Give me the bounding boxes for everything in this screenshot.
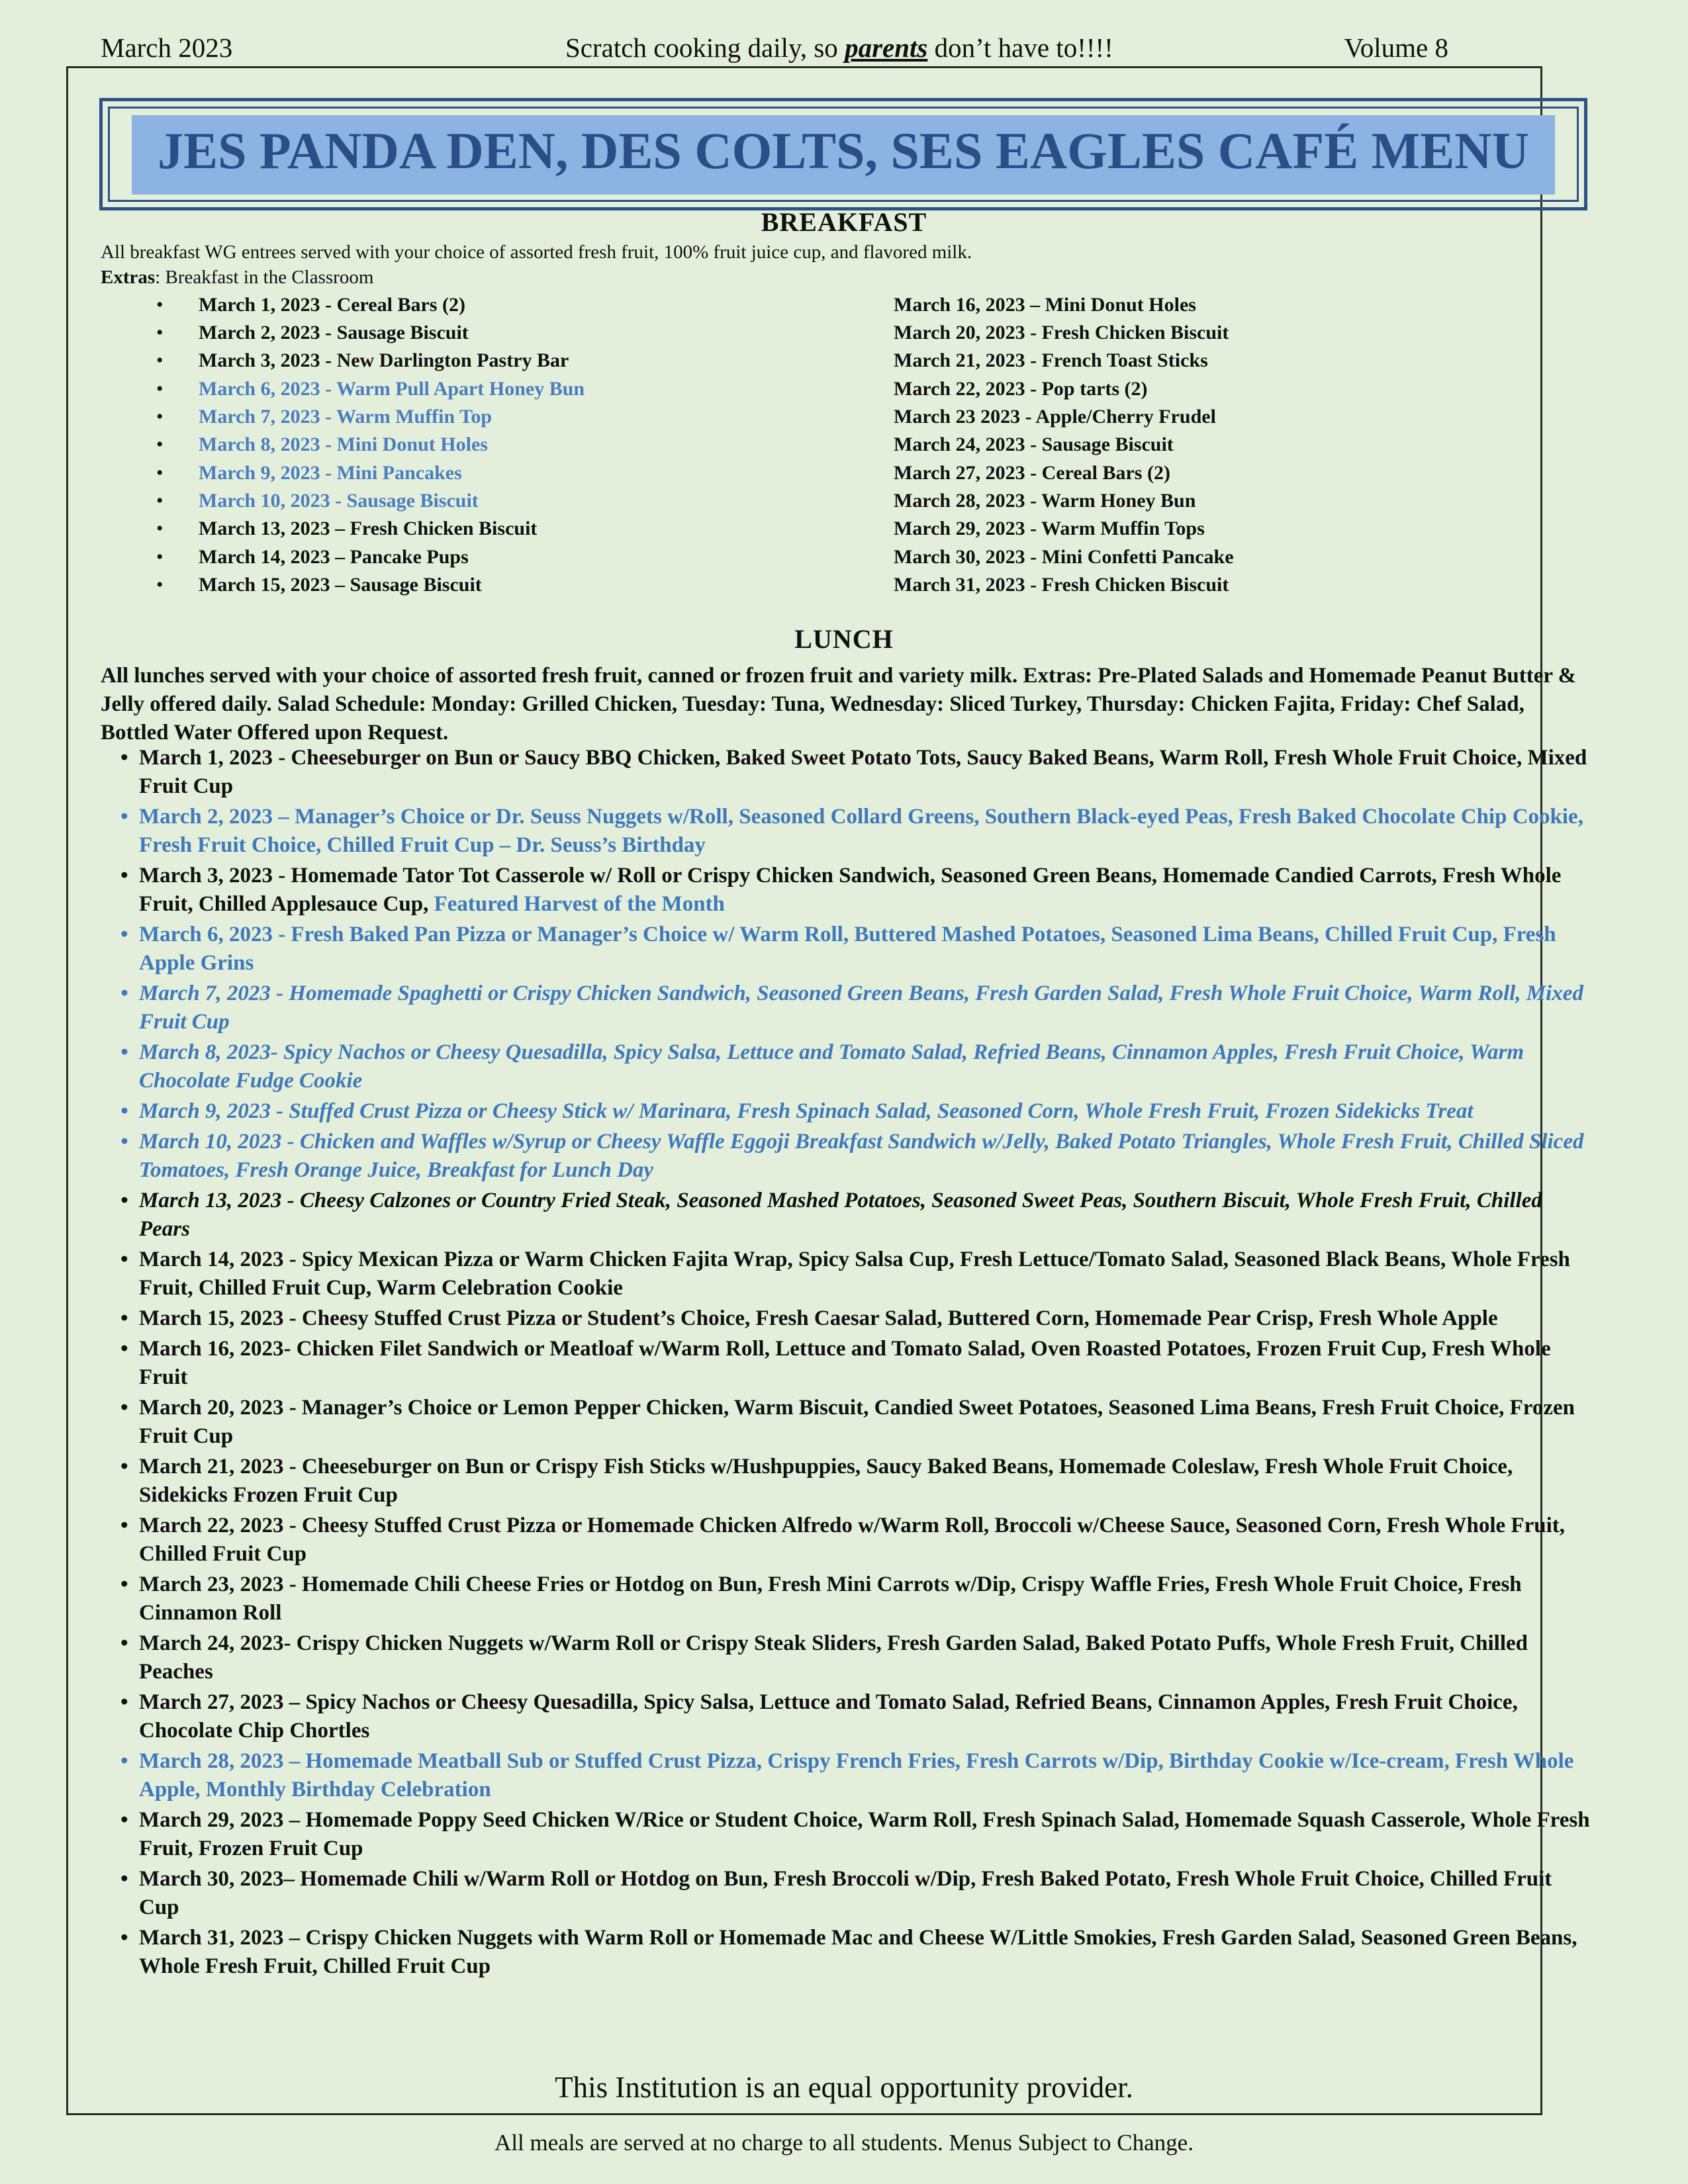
lunch-item-text: March 28, 2023 – Homemade Meatball Sub or Stuffed Crust Pizza, Crispy French Fries, Fresh Carrots w/Dip, Birthday Cookie w/Ice-cream, Fresh Whole Apple, Monthly Birthday Celebration — [139, 1749, 1574, 1801]
bullet-icon: • — [156, 349, 164, 371]
slogan-end: don’t have to!!!! — [927, 32, 1113, 63]
breakfast-item-highlighted: March 10, 2023 - Sausage Biscuit — [199, 490, 479, 512]
bullet-icon: • — [120, 1867, 128, 1891]
bullet-icon: • — [156, 322, 164, 343]
bullet-icon: • — [120, 1690, 128, 1714]
lunch-item-text: March 10, 2023 - Chicken and Waffles w/Syrup or Cheesy Waffle Eggoji Breakfast Sandwich w/Jelly, Baked Potato Triangles, Whole Fresh Fruit, Chilled Sliced Tomatoes, Fresh Orange Juice, Breakfast for Lunch Day — [139, 1130, 1584, 1182]
breakfast-item: March 21, 2023 - French Toast Sticks — [894, 349, 1208, 371]
breakfast-extras — [101, 267, 373, 289]
lunch-item-text: March 20, 2023 - Manager’s Choice or Lemon Pepper Chicken, Warm Biscuit, Candied Sweet Potatoes, Seasoned Lima Beans, Fresh Fruit Choice, Frozen Fruit Cup — [139, 1396, 1575, 1448]
bullet-icon: • — [156, 433, 164, 455]
lunch-intro: All lunches served with your choice of assorted fresh fruit, canned or frozen fruit and variety milk. Extras: Pre-Plated Salads and Homemade Peanut Butter & Jelly offered daily. Salad Schedule: Monday: Grilled Chicken, Tuesday: Tuna, Wednesday: Sliced Turkey, Thursday: Chicken Fajita, Friday: Chef Salad, Bottled Water Offered upon Request. — [101, 664, 1577, 745]
breakfast-item: March 22, 2023 - Pop tarts (2) — [894, 378, 1148, 400]
breakfast-item: March 29, 2023 - Warm Muffin Tops — [894, 518, 1205, 539]
lunch-item — [101, 862, 1591, 919]
breakfast-item-highlighted: March 8, 2023 - Mini Donut Holes — [199, 433, 488, 455]
bullet-icon: • — [120, 864, 128, 887]
lunch-item-text: March 6, 2023 - Fresh Baked Pan Pizza or Manager’s Choice w/ Warm Roll, Buttered Mashed Potatoes, Seasoned Lima Beans, Chilled Fruit Cup, Fresh Apple Grins — [139, 923, 1556, 975]
lunch-item — [101, 1570, 1591, 1627]
lunch-item-text: March 23, 2023 - Homemade Chili Cheese Fries or Hotdog on Bun, Fresh Mini Carrots w/Dip, Crispy Waffle Fries, Fresh Whole Fruit Choice, Fresh Cinnamon Roll — [139, 1572, 1522, 1625]
breakfast-item: March 23 2023 - Apple/Cherry Frudel — [894, 406, 1216, 428]
bullet-icon: • — [120, 805, 128, 829]
lunch-item-text: March 21, 2023 - Cheeseburger on Bun or Crispy Fish Sticks w/Hushpuppies, Saucy Baked Beans, Homemade Coleslaw, Fresh Whole Fruit Choice, Sidekicks Frozen Fruit Cup — [139, 1455, 1513, 1507]
lunch-item-text: March 16, 2023- Chicken Filet Sandwich or Meatloaf w/Warm Roll, Lettuce and Tomato Salad, Oven Roasted Potatoes, Frozen Fruit Cup, Fresh Whole Fruit — [139, 1337, 1551, 1389]
lunch-item — [101, 1304, 1591, 1333]
lunch-item — [101, 1688, 1591, 1745]
lunch-item — [101, 1629, 1591, 1686]
bullet-icon: • — [120, 1749, 128, 1773]
page-title: JES PANDA DEN, DES COLTS, SES EAGLES CAFÉ MENU — [132, 115, 1555, 195]
page-header — [101, 32, 1448, 69]
lunch-item-text: March 31, 2023 – Crispy Chicken Nuggets with Warm Roll or Homemade Mac and Cheese W/Little Smokies, Fresh Garden Salad, Seasoned Green Beans, Whole Fresh Fruit, Chilled Fruit Cup — [139, 1926, 1577, 1978]
lunch-item-highlighted — [101, 1097, 1591, 1126]
breakfast-item-highlighted: March 6, 2023 - Warm Pull Apart Honey Bun — [199, 378, 585, 400]
lunch-item — [101, 1187, 1591, 1244]
lunch-item-text: March 7, 2023 - Homemade Spaghetti or Crispy Chicken Sandwich, Seasoned Green Beans, Fresh Garden Salad, Fresh Whole Fruit Choice, Warm Roll, Mixed Fruit Cup — [139, 981, 1583, 1034]
header-slogan — [565, 32, 1113, 64]
lunch-item — [101, 1394, 1591, 1451]
bullet-icon: • — [120, 1306, 128, 1330]
lunch-item — [101, 1512, 1591, 1569]
breakfast-item: March 31, 2023 - Fresh Chicken Biscuit — [894, 574, 1229, 596]
title-banner — [99, 98, 1587, 210]
breakfast-item: March 16, 2023 – Mini Donut Holes — [894, 294, 1196, 316]
bullet-icon: • — [156, 518, 164, 539]
breakfast-item: March 14, 2023 – Pancake Pups — [199, 546, 469, 568]
slogan-start: Scratch cooking daily, so — [565, 32, 845, 63]
lunch-item — [101, 1806, 1591, 1863]
bullet-icon: • — [120, 1040, 128, 1064]
lunch-item-text: March 13, 2023 - Cheesy Calzones or Country Fried Steak, Seasoned Mashed Potatoes, Seasoned Sweet Peas, Southern Biscuit, Whole Fresh Fruit, Chilled Pears — [139, 1189, 1542, 1241]
bullet-icon: • — [156, 546, 164, 568]
breakfast-item-highlighted: March 7, 2023 - Warm Muffin Top — [199, 406, 492, 428]
lunch-item-text: March 22, 2023 - Cheesy Stuffed Crust Pizza or Homemade Chicken Alfredo w/Warm Roll, Broccoli w/Cheese Sauce, Seasoned Corn, Fresh Whole Fruit, Chilled Fruit Cup — [139, 1514, 1565, 1566]
lunch-item-text: March 9, 2023 - Stuffed Crust Pizza or Cheesy Stick w/ Marinara, Fresh Spinach Salad, Seasoned Corn, Whole Fresh Fruit, Frozen Sidekicks Treat — [139, 1099, 1474, 1123]
breakfast-item: March 1, 2023 - Cereal Bars (2) — [199, 294, 465, 316]
bullet-icon: • — [120, 1631, 128, 1655]
bullet-icon: • — [156, 378, 164, 400]
breakfast-item: March 20, 2023 - Fresh Chicken Biscuit — [894, 322, 1229, 343]
breakfast-item: March 27, 2023 - Cereal Bars (2) — [894, 462, 1170, 484]
slogan-emphasis: parents — [845, 32, 928, 63]
breakfast-item-highlighted: March 9, 2023 - Mini Pancakes — [199, 462, 462, 484]
extras-label: Extras — [101, 267, 156, 288]
bullet-icon: • — [120, 1130, 128, 1154]
lunch-list — [101, 744, 1591, 1983]
page-footer: All meals are served at no charge to all students. Menus Subject to Change. — [494, 2130, 1194, 2156]
lunch-item — [101, 744, 1591, 801]
bullet-icon: • — [120, 1396, 128, 1420]
bullet-icon: • — [120, 1099, 128, 1123]
bullet-icon: • — [120, 981, 128, 1005]
bullet-icon: • — [120, 1455, 128, 1479]
lunch-item — [101, 1924, 1591, 1981]
extras-text: : Breakfast in the Classroom — [155, 267, 374, 288]
breakfast-heading: BREAKFAST — [761, 207, 927, 237]
lunch-item-text: March 29, 2023 – Homemade Poppy Seed Chicken W/Rice or Student Choice, Warm Roll, Fresh Spinach Salad, Homemade Squash Casserole, Whole Fresh Fruit, Frozen Fruit Cup — [139, 1808, 1590, 1860]
bullet-icon: • — [156, 462, 164, 484]
bullet-icon: • — [120, 1337, 128, 1361]
lunch-item-highlighted — [101, 979, 1591, 1036]
lunch-item-text: March 1, 2023 - Cheeseburger on Bun or Saucy BBQ Chicken, Baked Sweet Potato Tots, Saucy Baked Beans, Warm Roll, Fresh Whole Fruit Choice, Mixed Fruit Cup — [139, 746, 1587, 798]
breakfast-item: March 30, 2023 - Mini Confetti Pancake — [894, 546, 1234, 568]
lunch-item-highlighted — [101, 1128, 1591, 1185]
lunch-heading: LUNCH — [794, 624, 894, 654]
bullet-icon: • — [120, 1572, 128, 1596]
lunch-item-text: March 2, 2023 – Manager’s Choice or Dr. Seuss Nuggets w/Roll, Seasoned Collard Greens, Southern Black-eyed Peas, Fresh Baked Chocolate Chip Cookie, Fresh Fruit Choice, Chilled Fruit Cup – Dr. Seuss’s Birthday — [139, 805, 1583, 857]
lunch-item — [101, 1335, 1591, 1392]
harvest-highlight: Featured Harvest of the Month — [434, 892, 725, 916]
lunch-item-highlighted — [101, 1747, 1591, 1804]
lunch-item-text: March 14, 2023 - Spicy Mexican Pizza or Warm Chicken Fajita Wrap, Spicy Salsa Cup, Fresh Lettuce/Tomato Salad, Seasoned Black Beans, Whole Fresh Fruit, Chilled Fruit Cup, Warm Celebration Cookie — [139, 1248, 1570, 1300]
breakfast-item: March 2, 2023 - Sausage Biscuit — [199, 322, 469, 343]
bullet-icon: • — [156, 406, 164, 428]
bullet-icon: • — [120, 1248, 128, 1271]
lunch-item-text: March 30, 2023– Homemade Chili w/Warm Roll or Hotdog on Bun, Fresh Broccoli w/Dip, Fresh Baked Potato, Fresh Whole Fruit Choice, Chilled Fruit Cup — [139, 1867, 1552, 1919]
lunch-item — [101, 1865, 1591, 1922]
bullet-icon: • — [156, 490, 164, 512]
bullet-icon: • — [120, 1808, 128, 1832]
breakfast-item: March 3, 2023 - New Darlington Pastry Bar — [199, 349, 569, 371]
breakfast-item: March 13, 2023 – Fresh Chicken Biscuit — [199, 518, 538, 539]
equal-opportunity-statement: This Institution is an equal opportunity provider. — [555, 2071, 1133, 2104]
bullet-icon: • — [120, 1189, 128, 1212]
bullet-icon: • — [120, 1926, 128, 1950]
lunch-item-highlighted — [101, 921, 1591, 978]
breakfast-intro: All breakfast WG entrees served with your choice of assorted fresh fruit, 100% fruit juice cup, and flavored milk. — [101, 242, 972, 263]
lunch-item-text: March 8, 2023- Spicy Nachos or Cheesy Quesadilla, Spicy Salsa, Lettuce and Tomato Salad, Refried Beans, Cinnamon Apples, Fresh Fruit Choice, Warm Chocolate Fudge Cookie — [139, 1040, 1524, 1093]
bullet-icon: • — [120, 923, 128, 946]
bullet-icon: • — [120, 1514, 128, 1537]
lunch-item-text: March 27, 2023 – Spicy Nachos or Cheesy Quesadilla, Spicy Salsa, Lettuce and Tomato Salad, Refried Beans, Cinnamon Apples, Fresh Fruit Choice, Chocolate Chip Chortles — [139, 1690, 1518, 1743]
lunch-item-text: March 24, 2023- Crispy Chicken Nuggets w/Warm Roll or Crispy Steak Sliders, Fresh Garden Salad, Baked Potato Puffs, Whole Fresh Fruit, Chilled Peaches — [139, 1631, 1528, 1684]
bullet-icon: • — [120, 746, 128, 770]
bullet-icon: • — [156, 574, 164, 596]
lunch-item — [101, 1453, 1591, 1510]
breakfast-item: March 15, 2023 – Sausage Biscuit — [199, 574, 482, 596]
lunch-item-text: March 15, 2023 - Cheesy Stuffed Crust Pizza or Student’s Choice, Fresh Caesar Salad, Buttered Corn, Homemade Pear Crisp, Fresh Whole Apple — [139, 1306, 1498, 1330]
lunch-item-highlighted — [101, 1038, 1591, 1095]
bullet-icon: • — [156, 294, 164, 316]
lunch-item-text: March 3, 2023 - Homemade Tator Tot Casserole w/ Roll or Crispy Chicken Sandwich, Seasoned Green Beans, Homemade Candied Carrots, Fresh Whole Fruit, Chilled Applesauce Cup, — [139, 864, 1562, 916]
lunch-item-highlighted — [101, 803, 1591, 860]
header-date: March 2023 — [101, 32, 233, 63]
breakfast-item: March 24, 2023 - Sausage Biscuit — [894, 433, 1174, 455]
breakfast-item: March 28, 2023 - Warm Honey Bun — [894, 490, 1196, 512]
lunch-item — [101, 1246, 1591, 1302]
header-volume: Volume 8 — [1344, 32, 1448, 63]
